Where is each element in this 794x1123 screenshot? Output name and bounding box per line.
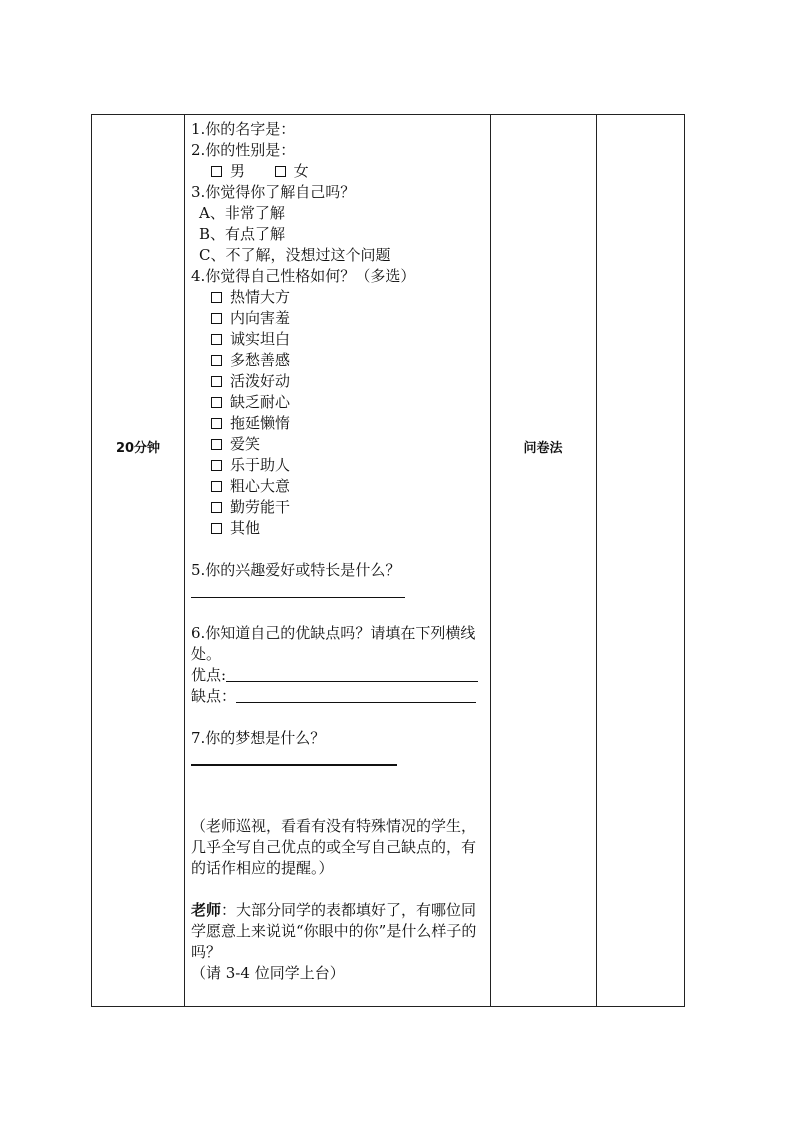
checkbox[interactable]	[211, 166, 222, 177]
trait-item	[191, 329, 487, 350]
option-b: B、有点了解	[199, 225, 286, 243]
gender-options	[191, 161, 487, 182]
answer-blank[interactable]	[191, 750, 397, 766]
question-7: 7.你的梦想是什么？	[191, 729, 326, 747]
checkbox[interactable]	[211, 418, 222, 429]
weakness-line	[191, 686, 487, 707]
teacher-speech	[191, 900, 487, 963]
question-1: 1.你的名字是：	[191, 120, 296, 138]
weakness-label: 缺点：	[191, 687, 237, 705]
method-cell: 问卷法	[523, 441, 563, 456]
trait-label: 拖延懒惰	[230, 414, 291, 432]
trait-label: 诚实坦白	[230, 330, 291, 348]
strength-line	[191, 665, 487, 686]
checkbox[interactable]	[211, 397, 222, 408]
checkbox[interactable]	[275, 166, 286, 177]
lesson-table	[91, 114, 685, 1007]
checkbox[interactable]	[211, 502, 222, 513]
checkbox[interactable]	[211, 460, 222, 471]
teacher-text: ：大部分同学的表都填好了，有哪位同学愿意上来说说“你眼中的你”是什么样子的吗？	[191, 901, 477, 961]
trait-item	[191, 497, 487, 518]
checkbox[interactable]	[211, 523, 222, 534]
trait-item	[191, 413, 487, 434]
question-4: 4.你觉得自己性格如何？（多选）	[191, 267, 416, 285]
trait-label: 粗心大意	[230, 477, 291, 495]
answer-line-7	[191, 749, 487, 770]
strength-label: 优点:	[191, 666, 227, 684]
trait-label: 其他	[230, 519, 261, 537]
question-5: 5.你的兴趣爱好或特长是什么？	[191, 561, 401, 579]
trait-item	[191, 434, 487, 455]
checkbox[interactable]	[211, 313, 222, 324]
trait-label: 爱笑	[230, 435, 261, 453]
trait-label: 多愁善感	[230, 351, 291, 369]
teacher-note: （老师巡视，看看有没有特殊情况的学生，几乎全写自己优点的或全写自己缺点的，有的话作相应的提醒。）	[191, 817, 477, 877]
option-a: A、非常了解	[199, 204, 285, 222]
trait-item	[191, 287, 487, 308]
question-3: 3.你觉得你了解自己吗？	[191, 183, 356, 201]
question-2: 2.你的性别是：	[191, 141, 296, 159]
weakness-blank[interactable]	[236, 688, 476, 703]
question-6: 6.你知道自己的优缺点吗？请填在下列横线处。	[191, 624, 476, 663]
column-divider	[490, 115, 491, 1006]
checkbox[interactable]	[211, 292, 222, 303]
instruction: （请 3-4 位同学上台）	[191, 964, 345, 982]
trait-label: 乐于助人	[230, 456, 291, 474]
option-c: C、不了解，没想过这个问题	[199, 246, 391, 264]
content-cell	[191, 119, 487, 984]
strength-blank[interactable]	[226, 667, 478, 682]
trait-item	[191, 476, 487, 497]
trait-item	[191, 455, 487, 476]
trait-item	[191, 518, 487, 539]
checkbox[interactable]	[211, 334, 222, 345]
trait-label: 活泼好动	[230, 372, 291, 390]
checkbox[interactable]	[211, 481, 222, 492]
trait-item	[191, 392, 487, 413]
checkbox[interactable]	[211, 376, 222, 387]
column-divider	[596, 115, 597, 1006]
trait-item	[191, 308, 487, 329]
gender-male-label: 男	[230, 162, 246, 180]
trait-label: 内向害羞	[230, 309, 291, 327]
trait-label: 勤劳能干	[230, 498, 291, 516]
trait-item	[191, 371, 487, 392]
column-divider	[184, 115, 185, 1006]
time-cell: 20分钟	[115, 441, 161, 456]
trait-label: 缺乏耐心	[230, 393, 291, 411]
checkbox[interactable]	[211, 439, 222, 450]
answer-line-5	[191, 581, 487, 602]
teacher-label: 老师	[191, 901, 222, 919]
checkbox[interactable]	[211, 355, 222, 366]
answer-blank[interactable]	[191, 583, 405, 598]
trait-item	[191, 350, 487, 371]
trait-label: 热情大方	[230, 288, 291, 306]
gender-female-label: 女	[293, 162, 309, 180]
